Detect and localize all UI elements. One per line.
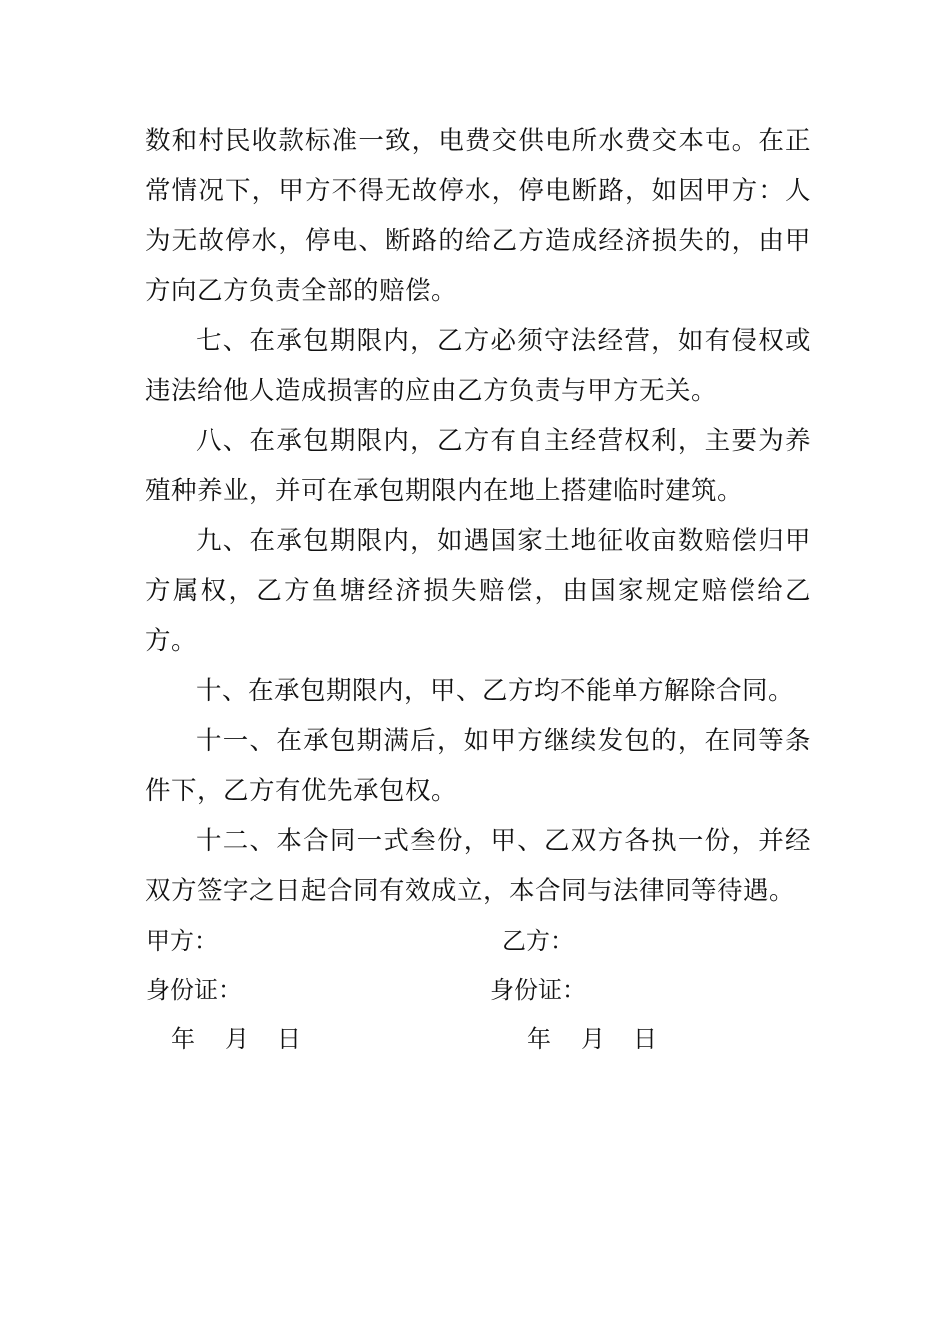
party-a-date — [171, 1024, 301, 1054]
contract-paragraph-continuation: 数和村民收款标准一致，电费交供电所水费交本屯。在正常情况下，甲方不得无故停水，停电断路，如因甲方：人为无故停水，停电、断路的给乙方造成经济损失的，由甲方向乙方负责全部的赔偿。 — [145, 126, 811, 306]
party-b-date — [527, 1024, 657, 1054]
party-b-date-month: 月 — [581, 1025, 605, 1053]
party-b-date-day: 日 — [633, 1025, 657, 1053]
party-a-label: 甲方： — [146, 927, 218, 955]
party-b-date-year: 年 — [527, 1025, 551, 1053]
contract-clause-9: 九、在承包期限内，如遇国家土地征收亩数赔偿归甲方属权，乙方鱼塘经济损失赔偿，由国家规定赔偿给乙方。 — [145, 526, 811, 656]
contract-clause-8: 八、在承包期限内，乙方有自主经营权利，主要为养殖种养业，并可在承包期限内在地上搭建临时建筑。 — [145, 426, 811, 506]
contract-clause-7: 七、在承包期限内，乙方必须守法经营，如有侵权或违法给他人造成损害的应由乙方负责与甲方无关。 — [145, 326, 811, 406]
contract-clause-10: 十、在承包期限内，甲、乙方均不能单方解除合同。 — [196, 676, 795, 706]
party-a-id-label: 身份证： — [146, 976, 242, 1004]
party-a-date-day: 日 — [277, 1025, 301, 1053]
contract-clause-12: 十二、本合同一式叁份，甲、乙双方各执一份，并经双方签字之日起合同有效成立，本合同与法律同等待遇。 — [145, 826, 811, 906]
contract-clause-11: 十一、在承包期满后，如甲方继续发包的，在同等条件下，乙方有优先承包权。 — [145, 726, 811, 806]
party-b-label: 乙方： — [502, 927, 574, 955]
party-a-date-month: 月 — [225, 1025, 249, 1053]
contract-body — [145, 116, 811, 916]
party-a-date-year: 年 — [171, 1025, 195, 1053]
party-b-id-label: 身份证： — [490, 976, 586, 1004]
